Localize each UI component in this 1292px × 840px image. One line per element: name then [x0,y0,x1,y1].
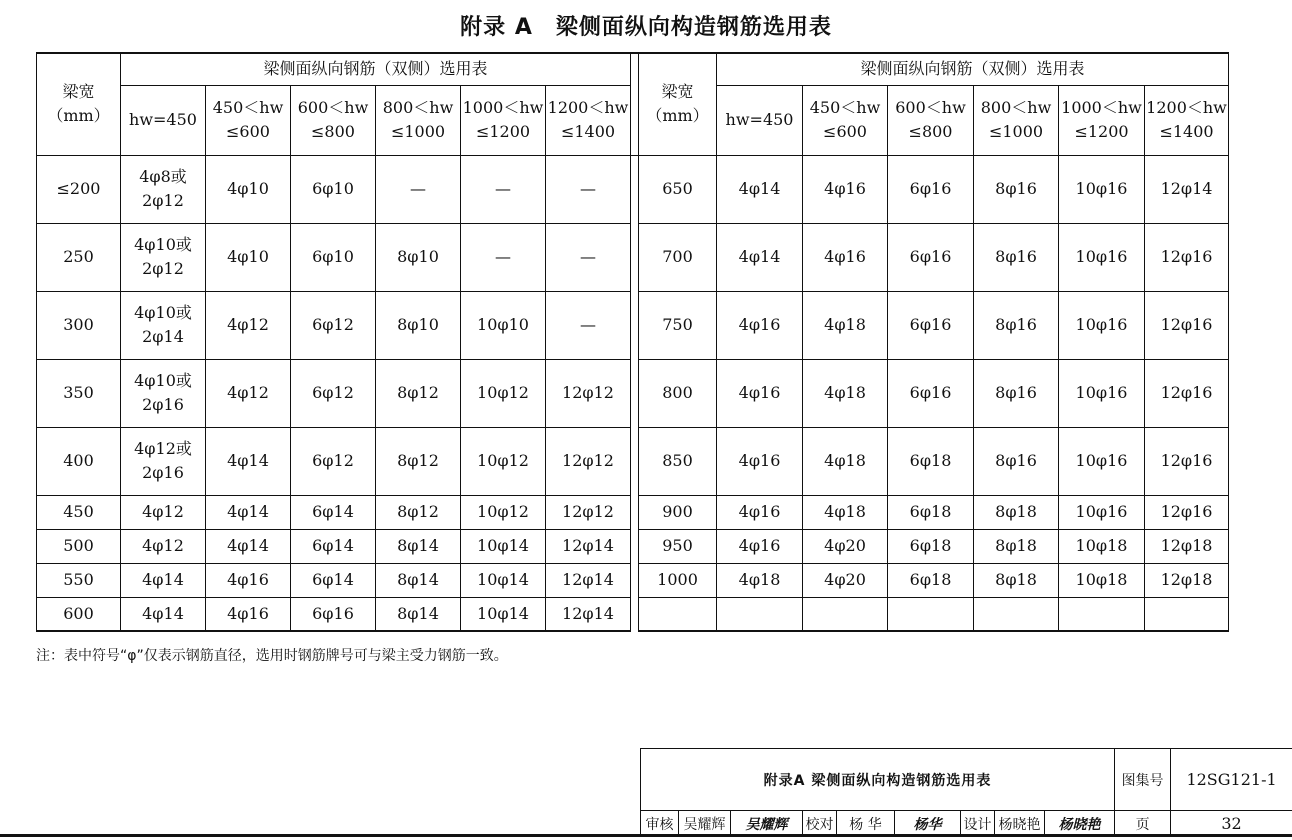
left-col-header-3: 800＜hw ≤1000 [376,85,461,155]
rebar-cell: 8φ12 [376,427,461,495]
rebar-cell: 10φ12 [461,359,546,427]
table-divider [631,155,639,223]
table-divider [631,563,639,597]
beam-width-cell: 950 [639,529,717,563]
rebar-cell: 4φ10 [206,223,291,291]
rebar-cell: 8φ16 [974,427,1059,495]
rebar-cell: 4φ12 [121,495,206,529]
group-header-left: 梁侧面纵向钢筋（双侧）选用表 [121,53,631,85]
rebar-cell: 4φ16 [803,155,888,223]
rebar-cell: 6φ18 [888,563,974,597]
rebar-cell: 10φ10 [461,291,546,359]
table-divider [631,529,639,563]
table-note: 注：表中符号“φ”仅表示钢筋直径，选用时钢筋牌号可与梁主受力钢筋一致。 [36,648,508,664]
table-divider [631,597,639,631]
rebar-cell: 4φ12 [121,529,206,563]
beam-width-cell: 800 [639,359,717,427]
rebar-cell: — [546,223,631,291]
title-block-title: 附录A 梁侧面纵向构造钢筋选用表 [641,749,1115,811]
rebar-cell: — [546,155,631,223]
rebar-cell: 4φ16 [717,495,803,529]
rebar-cell: 10φ16 [1059,427,1145,495]
rebar-cell: 4φ16 [803,223,888,291]
rebar-cell: 4φ12 [206,359,291,427]
left-col-header-5: 1200＜hw ≤1400 [546,85,631,155]
rebar-cell: 12φ16 [1145,427,1229,495]
atlas-number: 12SG121-1 [1171,749,1292,811]
rebar-cell: 10φ16 [1059,223,1145,291]
rebar-cell: 4φ14 [121,597,206,631]
designer-name: 杨晓艳 [995,811,1045,837]
rebar-cell: 8φ16 [974,223,1059,291]
page-label: 页 [1115,811,1171,837]
rebar-cell: 6φ14 [291,495,376,529]
title-block [640,748,1292,836]
rebar-cell: 8φ16 [974,359,1059,427]
rebar-cell: 4φ12 [206,291,291,359]
rebar-cell: 4φ8或 2φ12 [121,155,206,223]
rebar-cell: 4φ14 [206,427,291,495]
design-label: 设计 [961,811,995,837]
rebar-cell: 12φ16 [1145,495,1229,529]
check-label: 校对 [803,811,837,837]
beam-width-cell: 350 [37,359,121,427]
rebar-cell: 4φ14 [717,155,803,223]
right-col-header-5: 1200＜hw ≤1400 [1145,85,1229,155]
rebar-cell: 4φ10或 2φ12 [121,223,206,291]
table-row [37,359,1229,427]
beam-width-cell: 450 [37,495,121,529]
rebar-cell: 8φ16 [974,155,1059,223]
rebar-cell: 12φ12 [546,495,631,529]
rebar-cell: 12φ16 [1145,359,1229,427]
rebar-cell: 8φ10 [376,291,461,359]
rebar-cell: 6φ18 [888,529,974,563]
rebar-cell: 4φ20 [803,563,888,597]
rebar-cell: 4φ10或 2φ14 [121,291,206,359]
rebar-cell: 10φ16 [1059,155,1145,223]
review-label: 审核 [641,811,679,837]
rebar-cell: — [546,291,631,359]
rebar-cell: 4φ12或 2φ16 [121,427,206,495]
rebar-cell: 10φ16 [1059,291,1145,359]
rebar-cell: 12φ18 [1145,529,1229,563]
table-row [37,427,1229,495]
rebar-cell: 8φ10 [376,223,461,291]
rebar-cell: 4φ16 [206,563,291,597]
rebar-cell: 6φ16 [888,359,974,427]
left-col-header-2: 600＜hw ≤800 [291,85,376,155]
reviewer-name: 吴耀辉 [679,811,731,837]
rebar-cell: — [461,155,546,223]
atlas-label: 图集号 [1115,749,1171,811]
rebar-selection-table [36,52,1229,632]
table-row [37,155,1229,223]
right-col-header-0: hw=450 [717,85,803,155]
rebar-cell: 12φ18 [1145,563,1229,597]
table-row [37,529,1229,563]
rebar-cell: 10φ14 [461,529,546,563]
rebar-cell: 12φ14 [546,597,631,631]
right-col-header-4: 1000＜hw ≤1200 [1059,85,1145,155]
rebar-cell: 4φ10或 2φ16 [121,359,206,427]
reviewer-signature: 吴耀辉 [731,811,803,837]
rebar-cell: 10φ14 [461,597,546,631]
rebar-cell: 4φ16 [717,427,803,495]
rebar-cell: 4φ16 [717,291,803,359]
rebar-cell: 6φ16 [888,291,974,359]
rebar-cell: 8φ12 [376,495,461,529]
right-col-header-3: 800＜hw ≤1000 [974,85,1059,155]
rebar-cell: 6φ18 [888,427,974,495]
left-col-header-1: 450＜hw ≤600 [206,85,291,155]
rebar-cell: 8φ18 [974,563,1059,597]
width-header-left: 梁宽 （mm） [37,53,121,155]
rebar-cell: 10φ16 [1059,495,1145,529]
width-header-right: 梁宽 （mm） [639,53,717,155]
rebar-cell: 4φ16 [206,597,291,631]
beam-width-cell: 600 [37,597,121,631]
rebar-cell: 4φ14 [206,495,291,529]
rebar-cell: 12φ14 [1145,155,1229,223]
rebar-cell: 8φ18 [974,495,1059,529]
rebar-cell: — [461,223,546,291]
right-col-header-1: 450＜hw ≤600 [803,85,888,155]
table-divider [631,427,639,495]
rebar-cell: 12φ16 [1145,291,1229,359]
rebar-cell [717,597,803,631]
rebar-cell: 4φ18 [717,563,803,597]
rebar-cell: 10φ16 [1059,359,1145,427]
table-divider [631,291,639,359]
right-col-header-2: 600＜hw ≤800 [888,85,974,155]
rebar-cell: 6φ18 [888,495,974,529]
left-col-header-0: hw=450 [121,85,206,155]
page-number: 32 [1171,811,1292,837]
rebar-cell: 10φ18 [1059,529,1145,563]
designer-signature: 杨晓艳 [1045,811,1115,837]
rebar-cell: 4φ10 [206,155,291,223]
table-divider [631,359,639,427]
rebar-cell: 10φ18 [1059,563,1145,597]
checker-signature: 杨华 [895,811,961,837]
rebar-cell: 4φ16 [717,529,803,563]
beam-width-cell: 750 [639,291,717,359]
rebar-cell: 10φ14 [461,563,546,597]
beam-width-cell: 400 [37,427,121,495]
table-row [37,495,1229,529]
rebar-cell: 12φ14 [546,529,631,563]
rebar-cell: 6φ10 [291,223,376,291]
rebar-cell: 6φ16 [888,223,974,291]
rebar-cell: 8φ16 [974,291,1059,359]
beam-width-cell: 700 [639,223,717,291]
bottom-border [0,834,1292,837]
rebar-cell: 6φ14 [291,563,376,597]
rebar-cell: 4φ18 [803,427,888,495]
beam-width-cell: 1000 [639,563,717,597]
beam-width-cell: 650 [639,155,717,223]
left-col-header-4: 1000＜hw ≤1200 [461,85,546,155]
rebar-cell [974,597,1059,631]
beam-width-cell [639,597,717,631]
rebar-cell: 4φ18 [803,359,888,427]
rebar-cell: 12φ12 [546,427,631,495]
rebar-cell: 12φ12 [546,359,631,427]
page-title: 附录 A 梁侧面纵向构造钢筋选用表 [460,15,832,40]
rebar-cell: 8φ14 [376,597,461,631]
rebar-cell: 6φ10 [291,155,376,223]
rebar-cell: 4φ18 [803,291,888,359]
beam-width-cell: ≤200 [37,155,121,223]
rebar-cell: 12φ14 [546,563,631,597]
table-row [37,223,1229,291]
rebar-cell: 8φ14 [376,563,461,597]
rebar-cell [888,597,974,631]
rebar-cell: 4φ14 [717,223,803,291]
beam-width-cell: 300 [37,291,121,359]
rebar-cell [1059,597,1145,631]
group-header-right: 梁侧面纵向钢筋（双侧）选用表 [717,53,1229,85]
rebar-cell: 6φ14 [291,529,376,563]
rebar-cell: 6φ16 [291,597,376,631]
rebar-cell: 6φ16 [888,155,974,223]
rebar-cell: 6φ12 [291,427,376,495]
rebar-cell: 4φ16 [717,359,803,427]
checker-name: 杨 华 [837,811,895,837]
table-row [37,291,1229,359]
rebar-cell: 6φ12 [291,359,376,427]
rebar-cell: 8φ14 [376,529,461,563]
table-row [37,563,1229,597]
rebar-cell: 4φ18 [803,495,888,529]
rebar-cell [1145,597,1229,631]
rebar-cell: 4φ20 [803,529,888,563]
rebar-cell: 4φ14 [206,529,291,563]
rebar-cell: 8φ18 [974,529,1059,563]
rebar-cell: 6φ12 [291,291,376,359]
table-divider [631,495,639,529]
rebar-cell: 4φ14 [121,563,206,597]
beam-width-cell: 500 [37,529,121,563]
rebar-cell: 8φ12 [376,359,461,427]
rebar-cell: — [376,155,461,223]
rebar-cell: 10φ12 [461,427,546,495]
table-divider [631,223,639,291]
rebar-cell: 12φ16 [1145,223,1229,291]
beam-width-cell: 900 [639,495,717,529]
beam-width-cell: 850 [639,427,717,495]
rebar-cell [803,597,888,631]
table-header [37,53,1229,155]
beam-width-cell: 250 [37,223,121,291]
table-body [37,155,1229,631]
table-row [37,597,1229,631]
table-divider [631,53,639,155]
rebar-cell: 10φ12 [461,495,546,529]
beam-width-cell: 550 [37,563,121,597]
